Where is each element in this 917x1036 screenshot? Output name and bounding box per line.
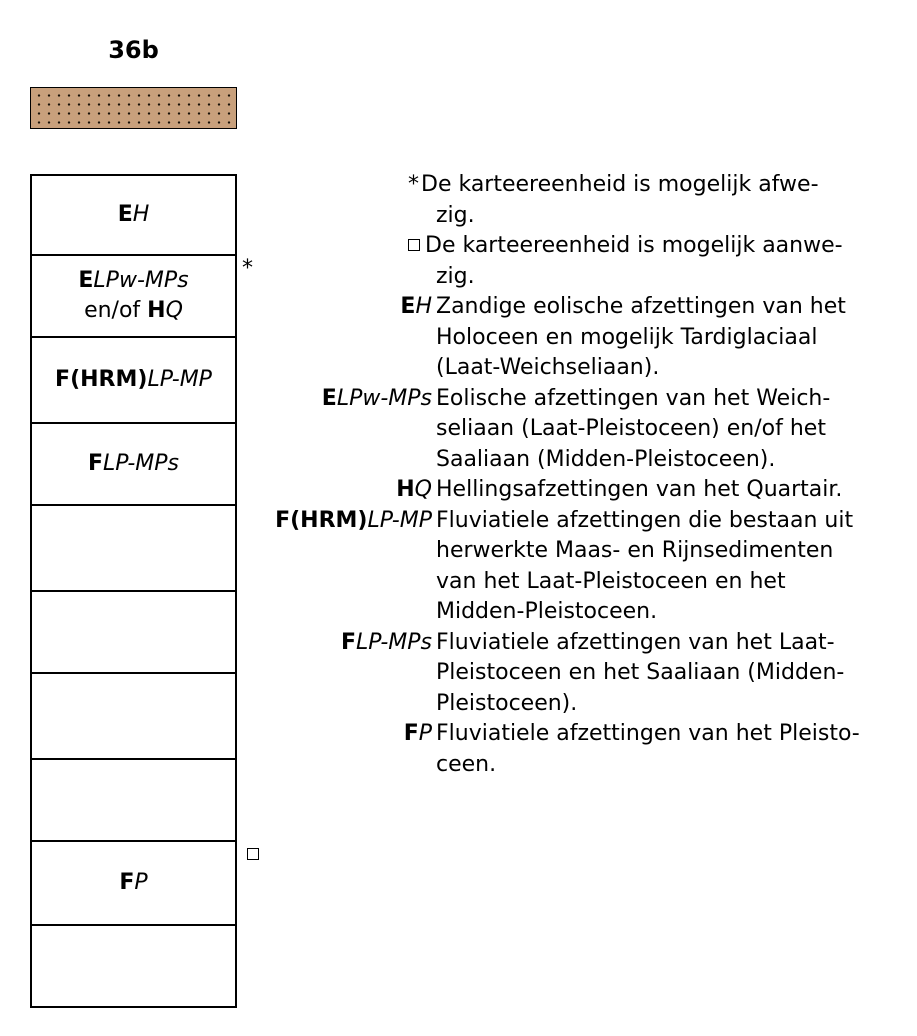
- legend-description-line: ceen.: [436, 751, 497, 777]
- legend-symbol: *: [408, 172, 419, 197]
- legend-description-line: Fluviatiele afzettingen van het Laat-: [436, 629, 835, 655]
- legend-code-bold: F: [341, 629, 357, 655]
- legend-entry: [0, 170, 917, 231]
- unit-code-italic: H: [132, 202, 150, 227]
- legend-description-line: van het Laat-Pleistoceen en het: [436, 568, 786, 594]
- legend-code-italic: Q: [414, 477, 432, 502]
- connector-text: en/of: [84, 298, 148, 323]
- unit-code-bold: E: [78, 268, 94, 293]
- legend-code-italic: LPw-MPs: [336, 385, 432, 411]
- legend-code: [275, 506, 432, 537]
- legend-description: [436, 292, 917, 384]
- legend-description: [421, 170, 917, 231]
- profile-title: 36b: [108, 36, 159, 64]
- legend-description: [436, 628, 917, 720]
- legend-description-line: Saaliaan (Midden-Pleistoceen).: [436, 446, 776, 472]
- legend-code-bold: F: [403, 721, 419, 746]
- legend-description-line: Zandige eolische afzettingen van het: [436, 294, 846, 319]
- unit-code-italic: LP-MPs: [103, 451, 179, 476]
- unit-code-bold: F(HRM): [55, 367, 148, 392]
- legend-entry: [0, 231, 917, 292]
- legend-description: [436, 506, 917, 628]
- legend-code-italic: H: [415, 294, 432, 319]
- legend-code: [322, 384, 432, 415]
- legend-code: [341, 628, 432, 659]
- legend-description-line: zig.: [436, 263, 475, 289]
- unit-code-bold: H: [147, 298, 166, 323]
- legend-description-line: (Laat-Weichseliaan).: [436, 355, 660, 380]
- cell-label: [119, 868, 147, 898]
- legend-code-italic: LP-MPs: [356, 629, 432, 655]
- legend-entry: [0, 292, 917, 384]
- square-symbol-icon: [408, 239, 420, 251]
- legend-code: [408, 231, 423, 262]
- legend-entry: [0, 719, 917, 780]
- unit-code-italic: P: [134, 870, 148, 895]
- profile-cell: [30, 842, 237, 926]
- legend-description-line: Holoceen en mogelijk Tardiglaciaal: [436, 324, 818, 350]
- legend-entry: [0, 384, 917, 476]
- unit-code-bold: E: [117, 202, 133, 227]
- legend-description-line: herwerkte Maas- en Rijnsedimenten: [436, 538, 834, 563]
- unit-code-italic: Q: [165, 298, 183, 323]
- legend-description: [436, 719, 917, 780]
- legend-code: [408, 170, 419, 201]
- legend-code-bold: E: [400, 294, 416, 319]
- unit-code-bold: F: [88, 451, 104, 476]
- legend-description-line: Midden-Pleistoceen.: [436, 599, 658, 624]
- legend-description: [436, 475, 917, 506]
- legend-code-bold: F(HRM): [275, 507, 368, 533]
- square-mark: [247, 842, 259, 867]
- legend-description-line: Eolische afzettingen van het Weich-: [436, 385, 831, 411]
- legend-description-line: Fluviatiele afzettingen die bestaan uit: [436, 507, 854, 533]
- legend-description-line: Pleistoceen).: [436, 690, 578, 716]
- legend-entry: [0, 506, 917, 628]
- legend-description-line: Fluviatiele afzettingen van het Pleisto-: [436, 721, 860, 746]
- unit-code-bold: F: [119, 870, 135, 895]
- legend-code: [396, 475, 432, 506]
- asterisk-mark: *: [242, 256, 253, 281]
- legend-description-line: De karteereenheid is mogelijk aanwe-: [425, 233, 843, 258]
- legend-description: [425, 231, 917, 292]
- legend-description-line: De karteereenheid is mogelijk afwe-: [421, 172, 819, 197]
- legend-code: [404, 719, 432, 750]
- legend: [0, 170, 917, 780]
- legend-description-line: seliaan (Laat-Pleistoceen) en/of het: [436, 416, 826, 441]
- legend-description-line: Pleistoceen en het Saaliaan (Midden-: [436, 660, 845, 685]
- legend-description-line: Hellingsafzettingen van het Quartair.: [436, 477, 843, 502]
- sand-texture-swatch: [30, 87, 237, 129]
- legend-code-italic: P: [418, 721, 432, 746]
- legend-entry: [0, 628, 917, 720]
- unit-code-italic: LPw-MPs: [93, 268, 189, 293]
- legend-code-bold: E: [321, 385, 337, 411]
- legend-entry: [0, 475, 917, 506]
- legend-code-bold: H: [396, 477, 415, 502]
- legend-code-italic: LP-MP: [367, 507, 432, 533]
- profile-cell: [30, 926, 237, 1008]
- unit-code-italic: LP-MP: [147, 367, 212, 392]
- legend-code: [400, 292, 432, 323]
- legend-description: [436, 384, 917, 476]
- legend-description-line: zig.: [436, 202, 475, 228]
